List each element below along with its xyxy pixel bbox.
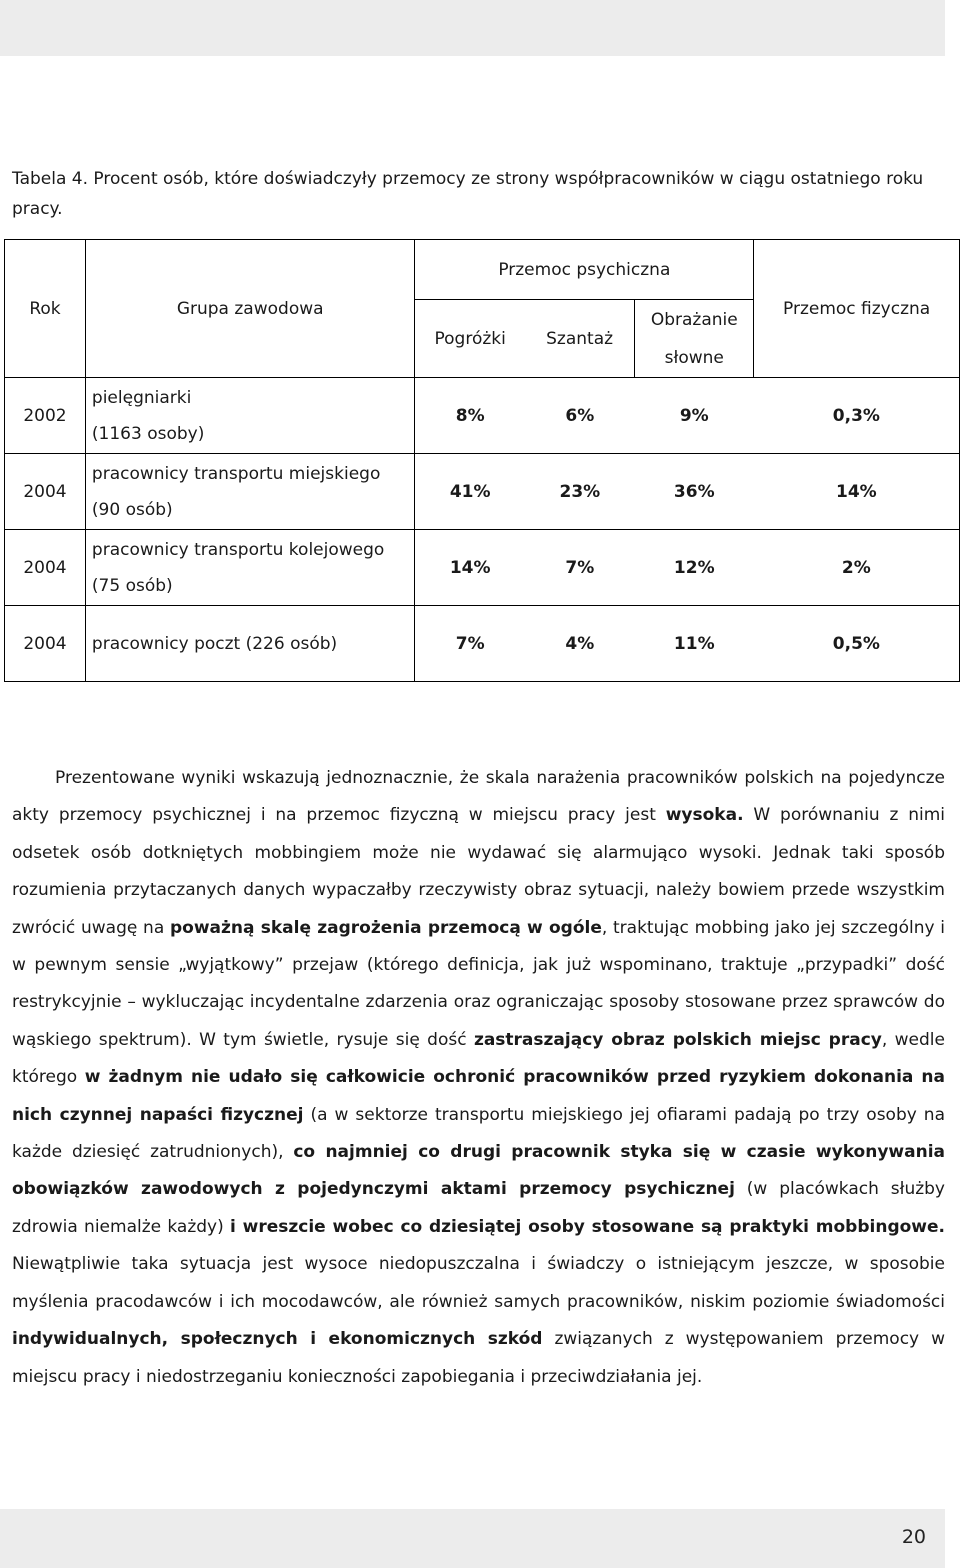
row-year: 2004 [5, 530, 86, 606]
text-run: , wedle którego [12, 1029, 945, 1088]
cell-threats: 8% [415, 378, 525, 454]
body-text [12, 760, 945, 1396]
group-line: pracownicy transportu miejskiego [91, 463, 381, 484]
cell-blackmail: 6% [525, 378, 635, 454]
cell-insult: 36% [635, 454, 754, 530]
row-year: 2004 [5, 606, 86, 682]
cell-threats: 7% [415, 606, 525, 682]
cell-insult: 11% [635, 606, 754, 682]
cell-physical: 2% [754, 530, 960, 606]
group-line: (75 osób) [91, 575, 173, 596]
page-number: 20 [901, 1526, 926, 1548]
cell-blackmail: 4% [525, 606, 635, 682]
emphasis-run: indywidualnych, społecznych i ekonomicznych szkód [12, 1329, 543, 1350]
footer-band [0, 1509, 945, 1568]
row-group [85, 454, 415, 530]
cell-physical: 0,3% [754, 378, 960, 454]
group-line: (90 osób) [91, 499, 173, 520]
group-line: pracownicy transportu kolejowego [91, 539, 385, 560]
header-band [0, 0, 945, 56]
text-run: związanych z występowaniem przemocy w miejscu pracy i niedostrzeganiu konieczności zapobiegania i przeciwdziałania jej. [12, 1329, 945, 1387]
emphasis-run: w żadnym nie udało się całkowicie ochronić pracowników przed ryzykiem dokonania na nich czynnej napaści fizycznej [12, 1067, 945, 1125]
body-paragraph [12, 760, 945, 1396]
text-run: Prezentowane wyniki wskazują jednoznacznie, że skala narażenia pracowników polskich na pojedyncze akty przemocy psychicznej i na przemoc fizyczną w miejscu pracy jest [12, 768, 945, 826]
header-insult-line2: słowne [664, 347, 724, 368]
emphasis-run: i wreszcie wobec co dziesiątej osoby stosowane są praktyki mobbingowe. [230, 1216, 945, 1237]
row-group [85, 530, 415, 606]
row-group: pracownicy poczt (226 osób) [85, 606, 415, 682]
cell-insult: 9% [635, 378, 754, 454]
table-caption: Tabela 4. Procent osób, które doświadczyły przemocy ze strony współpracowników w ciągu ostatniego roku pracy. [12, 169, 924, 219]
cell-threats: 41% [415, 454, 525, 530]
cell-insult: 12% [635, 530, 754, 606]
text-run: (a w sektorze transportu miejskiego jej ofiarami padają po trzy osoby na każde dziesięć zatrudnionych), [12, 1104, 945, 1163]
row-year: 2002 [5, 378, 86, 454]
emphasis-run: zastraszający obraz polskich miejsc pracy [473, 1029, 882, 1050]
header-year: Rok [5, 240, 86, 378]
header-blackmail: Szantaż [525, 300, 635, 378]
cell-blackmail: 23% [525, 454, 635, 530]
text-run: W porównaniu z nimi odsetek osób dotkniętych mobbingiem może nie wydawać się alarmująco wysoki. Jednak taki sposób rozumienia przytaczanych danych wypaczałby rzeczywisty obraz sytuacji, należy bowiem przede wszystkim zwrócić uwagę na [12, 805, 945, 938]
emphasis-run: wysoka. [665, 805, 744, 826]
header-physical-violence: Przemoc fizyczna [754, 240, 960, 378]
cell-physical: 14% [754, 454, 960, 530]
cell-physical: 0,5% [754, 606, 960, 682]
header-insult-line1: Obrażanie [650, 309, 738, 330]
header-threats: Pogróżki [434, 328, 506, 349]
cell-blackmail: 7% [525, 530, 635, 606]
group-line: (1163 osoby) [91, 423, 205, 444]
text-run: Niewątpliwie taka sytuacja jest wysoce niedopuszczalna i świadczy o istniejącym jeszcze, w sposobie myślenia pracodawców i ich mocodawców, ale również samych pracowników, niskim poziomie świadomości [12, 1254, 945, 1312]
text-run: , traktując mobbing jako jej szczególny i w pewnym sensie „wyjątkowy” przejaw (którego definicja, jak już wspominano, traktuje „przypadki” dość restrykcyjnie – wykluczając incydentalne zdarzenia oraz ograniczając sposoby stosowane przez sprawców do wąskiego spektrum). W tym świetle, rysuje się dość [12, 917, 945, 1050]
text-run: (w placówkach służby zdrowia niemalże każdy) [12, 1179, 945, 1237]
header-group: Grupa zawodowa [85, 240, 415, 378]
header-verbal-insults [635, 300, 754, 378]
row-group [85, 378, 415, 454]
emphasis-run: poważną skalę zagrożenia przemocą w ogóle [169, 917, 602, 938]
emphasis-run: co najmniej co drugi pracownik styka się w czasie wykonywania obowiązków zawodowych z pojedynczymi aktami przemocy psychicznej [12, 1142, 945, 1200]
violence-table [4, 239, 960, 682]
group-line: pielęgniarki [91, 387, 192, 408]
row-year: 2004 [5, 454, 86, 530]
header-psych-violence: Przemoc psychiczna [415, 240, 754, 300]
cell-threats: 14% [415, 530, 525, 606]
